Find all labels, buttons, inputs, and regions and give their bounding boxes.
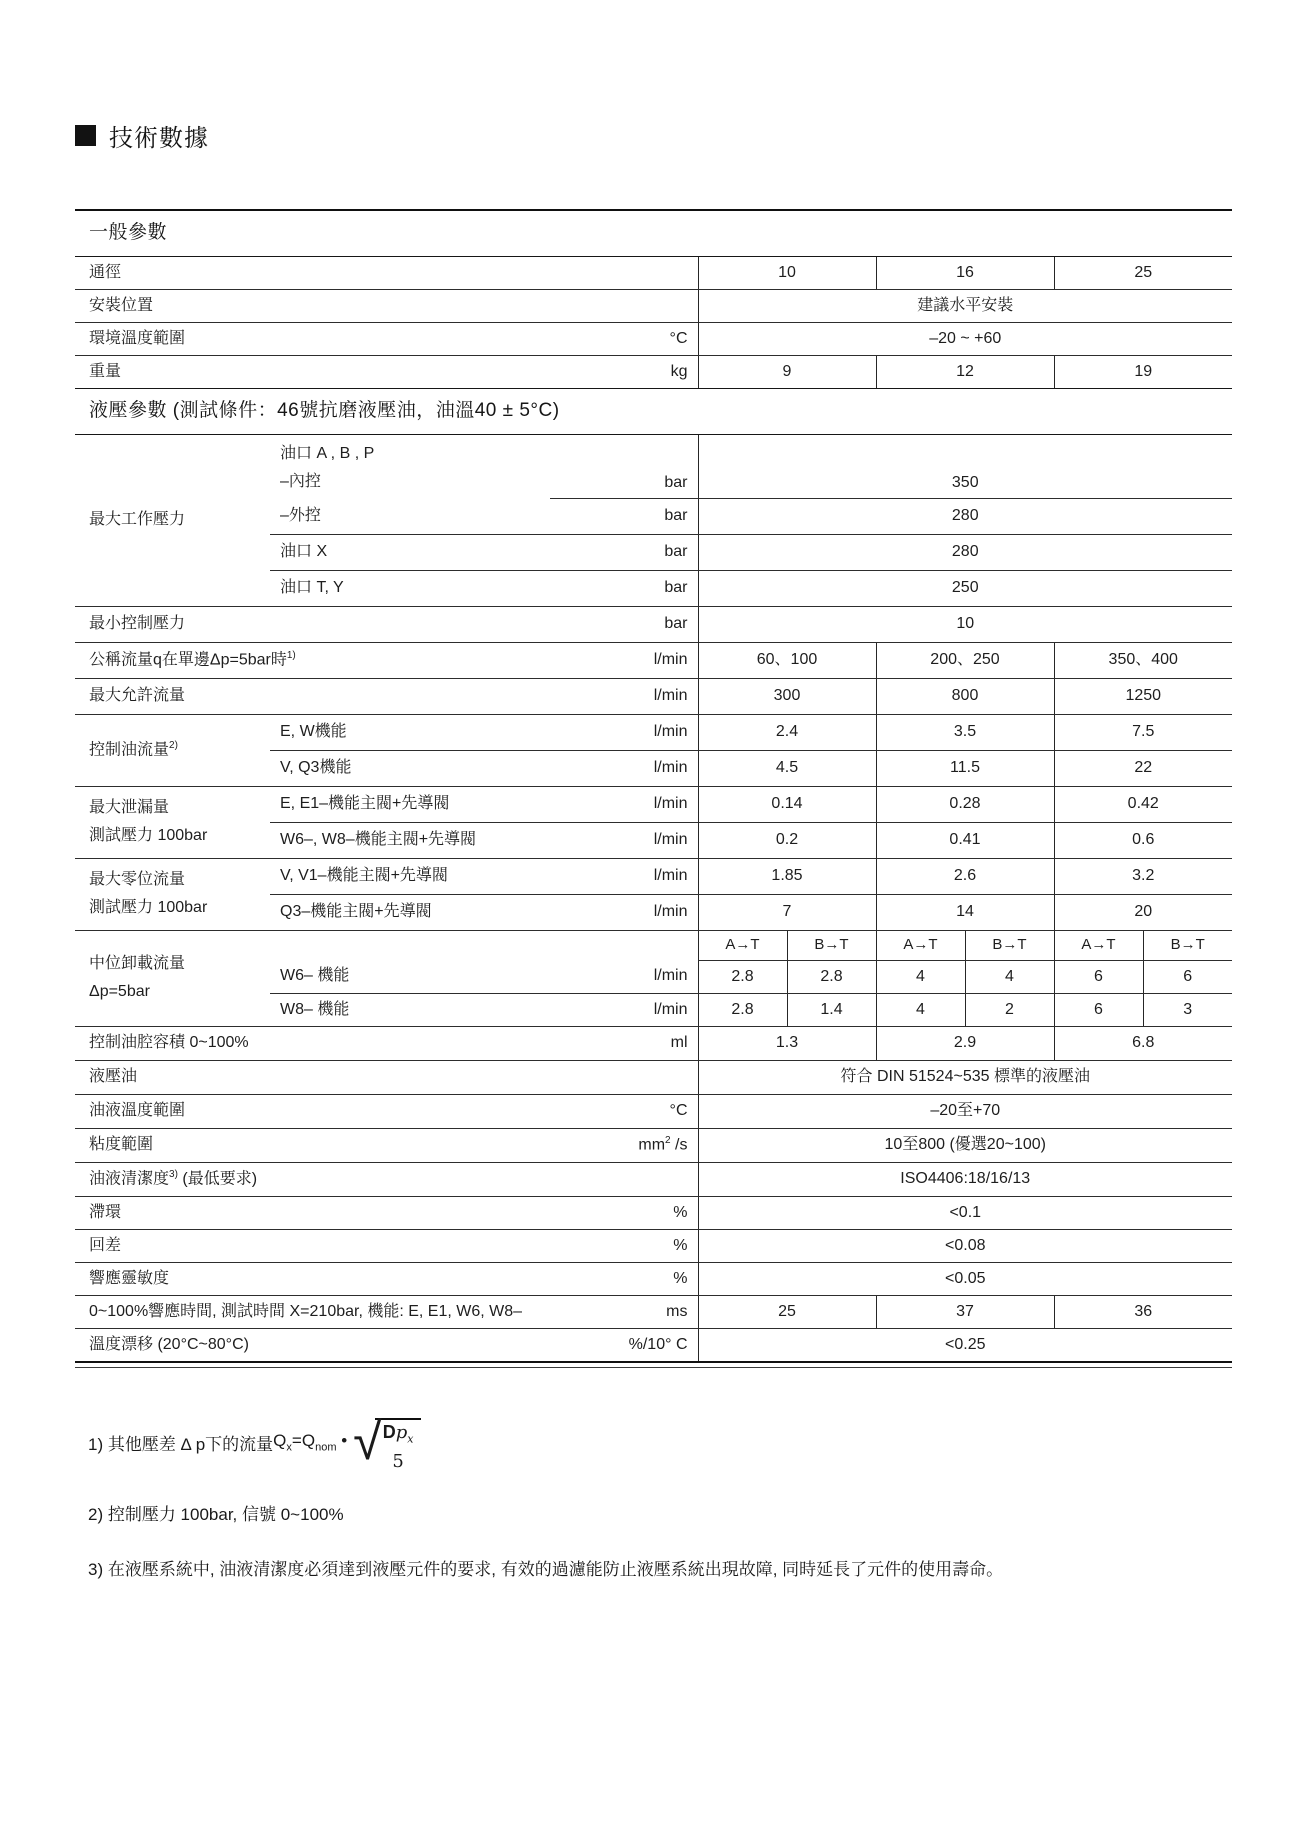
cell-value: 350 [698, 434, 1232, 498]
cell-value: 10 [698, 606, 1232, 642]
cell-value: 0.28 [876, 786, 1054, 822]
cell-label: 粘度範圍 [75, 1128, 550, 1162]
cell-unit: l/min [550, 786, 698, 822]
label-line2: 測試壓力 100bar [89, 899, 208, 916]
cell-value: –20至+70 [698, 1094, 1232, 1128]
cell-value: 20 [1054, 894, 1232, 930]
cell-unit: bar [550, 570, 698, 606]
row-weight [75, 355, 1232, 388]
row-fluid-temp-range [75, 1094, 1232, 1128]
cell-unit: bar [550, 498, 698, 534]
technical-data-table [75, 209, 1232, 1363]
cell-value: 1250 [1054, 678, 1232, 714]
cell-flow-direction-header: A→T [698, 930, 787, 960]
cell-value: 12 [876, 355, 1054, 388]
cell-sublabel: E, W機能 [270, 714, 550, 750]
cell-label: 0~100%響應時間, 測試時間 X=210bar, 機能: E, E1, W6, W8– [75, 1295, 550, 1328]
row-response-time [75, 1295, 1232, 1328]
row-temperature-drift [75, 1328, 1232, 1362]
cell-label: 重量 [75, 355, 550, 388]
label-text: 公稱流量q在單邊Δp=5bar時 [89, 651, 287, 669]
cell-label: 回差 [75, 1229, 550, 1262]
cell-value: 2.8 [698, 993, 787, 1026]
cell-value: 1.3 [698, 1026, 876, 1060]
cell-value: 36 [1054, 1295, 1232, 1328]
cell-flow-direction-header: B→T [787, 930, 876, 960]
cell-label [75, 642, 550, 678]
cell-value: 2.4 [698, 714, 876, 750]
cell-unit: l/min [550, 993, 698, 1026]
row-nominal-flow [75, 642, 1232, 678]
cell-label: 控制油腔容積 0~100% [75, 1026, 550, 1060]
cell-value: 3.5 [876, 714, 1054, 750]
cell-value: 4 [876, 993, 965, 1026]
cell-value: 800 [876, 678, 1054, 714]
row-control-chamber-volume [75, 1026, 1232, 1060]
cell-value: 3 [1143, 993, 1232, 1026]
cell-value: <0.1 [698, 1196, 1232, 1229]
cell-unit: °C [550, 322, 698, 355]
cell-unit: ml [550, 1026, 698, 1060]
numerator-p: p [395, 1422, 408, 1444]
footnote-ref-2: 2) [169, 739, 178, 751]
cell-flow-direction-header: A→T [1054, 930, 1143, 960]
cell-sublabel: E, E1–機能主閥+先導閥 [270, 786, 550, 822]
internal-pilot-line: –內控 [280, 472, 321, 490]
cell-empty [270, 930, 698, 960]
row-control-flow-ew [75, 714, 1232, 750]
cell-value: 6 [1054, 993, 1143, 1026]
cell-value: 14 [876, 894, 1054, 930]
label-line1: 最大零位流量 [89, 871, 186, 888]
cell-value: 0.2 [698, 822, 876, 858]
cell-value: 280 [698, 498, 1232, 534]
cell-flow-direction-header: B→T [1143, 930, 1232, 960]
cell-value: 10至800 (優選20~100) [698, 1128, 1232, 1162]
label-line2: 測試壓力 100bar [89, 827, 208, 844]
cell-unit: kg [550, 355, 698, 388]
cell-unit: ms [550, 1295, 698, 1328]
cell-unit: l/min [550, 714, 698, 750]
cell-flow-direction-header: B→T [965, 930, 1054, 960]
page-title-text: 技術數據 [109, 125, 209, 152]
cell-sublabel: 油口 X [270, 534, 550, 570]
formula-multiply-dot: • [336, 1430, 348, 1450]
fraction-denominator: 5 [392, 1450, 404, 1472]
cell-value: 2.6 [876, 858, 1054, 894]
cell-value: 60、100 [698, 642, 876, 678]
cell-unit [550, 1060, 698, 1094]
cell-value: 25 [698, 1295, 876, 1328]
cell-label [75, 1162, 550, 1196]
cell-unit: % [550, 1196, 698, 1229]
label-text: 油液清潔度 [89, 1170, 170, 1188]
cell-sublabel: 油口 T, Y [270, 570, 550, 606]
row-hysteresis [75, 1196, 1232, 1229]
cell-label: 最大工作壓力 [75, 434, 270, 606]
footnote-1-formula [273, 1431, 347, 1453]
cell-value: 符合 DIN 51524~535 標準的液壓油 [698, 1060, 1232, 1094]
footnote-1 [88, 1406, 1300, 1478]
row-nominal-size [75, 256, 1232, 289]
cell-unit: %/10° C [550, 1328, 698, 1362]
row-reversal-error [75, 1229, 1232, 1262]
cell-unit [550, 1162, 698, 1196]
cell-value: 2 [965, 993, 1054, 1026]
row-ambient-temp [75, 322, 1232, 355]
cell-unit: l/min [550, 750, 698, 786]
cell-label: 油液溫度範圍 [75, 1094, 550, 1128]
label-line2: Δp=5bar [89, 983, 150, 1000]
label-suffix: (最低要求) [177, 1170, 258, 1188]
cell-value: 9 [698, 355, 876, 388]
cell-label: 通徑 [75, 256, 698, 289]
page-title [75, 118, 1300, 153]
cell-label [75, 714, 270, 786]
cell-value: <0.05 [698, 1262, 1232, 1295]
row-neutral-header [75, 930, 1232, 960]
cell-value: <0.25 [698, 1328, 1232, 1362]
cell-sublabel: Q3–機能主閥+先導閥 [270, 894, 550, 930]
cell-value: 22 [1054, 750, 1232, 786]
cell-value: 0.41 [876, 822, 1054, 858]
cell-unit: l/min [550, 822, 698, 858]
label-line1: 中位卸載流量 [89, 955, 186, 972]
cell-value: 6 [1054, 960, 1143, 993]
cell-label: 環境溫度範圍 [75, 322, 550, 355]
footnote-3: 3) 在液壓系統中, 油液清潔度必須達到液壓元件的要求, 有效的過濾能防止液壓系統出現故障, 同時延長了元件的使用壽命。 [88, 1560, 1004, 1579]
cell-value: 7 [698, 894, 876, 930]
row-mount-position [75, 289, 1232, 322]
unit-rest: /s [670, 1136, 688, 1154]
cell-value: 4 [965, 960, 1054, 993]
row-zeroflow-v [75, 858, 1232, 894]
unit-superscript: 2 [665, 1134, 671, 1146]
cell-value: 2.9 [876, 1026, 1054, 1060]
cell-value: ISO4406:18/16/13 [698, 1162, 1232, 1196]
formula-equals: = [291, 1430, 302, 1450]
cell-label: 響應靈敏度 [75, 1262, 550, 1295]
cell-label: 最大允許流量 [75, 678, 550, 714]
row-fluid-cleanliness [75, 1162, 1232, 1196]
cell-value: 19 [1054, 355, 1232, 388]
row-hydraulic-fluid [75, 1060, 1232, 1094]
cell-unit: l/min [550, 642, 698, 678]
cell-sublabel: W6– 機能 [270, 960, 550, 993]
formula-q: Q [273, 1430, 287, 1450]
cell-value: 3.2 [1054, 858, 1232, 894]
footnote-ref-3: 3) [169, 1168, 178, 1180]
cell-label [75, 930, 270, 1026]
cell-value: 4.5 [698, 750, 876, 786]
cell-value: 25 [1054, 256, 1232, 289]
cell-sublabel: W6–, W8–機能主閥+先導閥 [270, 822, 550, 858]
row-response-sensitivity [75, 1262, 1232, 1295]
cell-value: 2.8 [698, 960, 787, 993]
cell-unit: % [550, 1229, 698, 1262]
cell-value: 300 [698, 678, 876, 714]
cell-value: 2.8 [787, 960, 876, 993]
cell-sublabel: V, V1–機能主閥+先導閥 [270, 858, 550, 894]
cell-label: 安裝位置 [75, 289, 698, 322]
formula-qnom: Q [301, 1430, 316, 1450]
cell-value: 280 [698, 534, 1232, 570]
row-hydraulic-header [75, 388, 1232, 434]
cell-value: 200、250 [876, 642, 1054, 678]
general-section-header: 一般參數 [75, 210, 1232, 256]
cell-label: 最小控制壓力 [75, 606, 550, 642]
row-leakage-e [75, 786, 1232, 822]
cell-label: 滯環 [75, 1196, 550, 1229]
cell-value: 16 [876, 256, 1054, 289]
cell-sublabel: W8– 機能 [270, 993, 550, 1026]
row-maxp-internal [75, 434, 1232, 498]
cell-value: –20 ~ +60 [698, 322, 1232, 355]
formula-qnom-sub: nom [315, 1441, 337, 1454]
numerator-d: D [382, 1422, 396, 1443]
footnote-ref-1: 1) [286, 649, 296, 661]
cell-value: 6 [1143, 960, 1232, 993]
cell-sublabel: V, Q3機能 [270, 750, 550, 786]
cell-label: 液壓油 [75, 1060, 550, 1094]
label-text: 控制油流量 [89, 741, 170, 759]
radical-sign-icon: √ [353, 1413, 382, 1472]
row-general-header [75, 210, 1232, 256]
cell-unit: l/min [550, 894, 698, 930]
cell-label [75, 858, 270, 930]
cell-flow-direction-header: A→T [876, 930, 965, 960]
cell-unit: bar [550, 606, 698, 642]
cell-unit [550, 1128, 698, 1162]
footnote-1-text: 1) 其他壓差 Δ p下的流量 [88, 1434, 274, 1454]
cell-value: 1.85 [698, 858, 876, 894]
cell-unit: l/min [550, 678, 698, 714]
formula-q-sub: x [286, 1441, 292, 1454]
cell-value: 4 [876, 960, 965, 993]
cell-value: 0.42 [1054, 786, 1232, 822]
cell-value: 37 [876, 1295, 1054, 1328]
cell-unit: bar [550, 434, 698, 498]
cell-value: 6.8 [1054, 1026, 1232, 1060]
cell-unit: l/min [550, 960, 698, 993]
hydraulic-section-header: 液壓參數 (測試條件：46號抗磨液壓油，油溫40 ± 5°C) [75, 388, 1232, 434]
section-square-icon [75, 125, 96, 146]
cell-unit: bar [550, 534, 698, 570]
cell-label: 溫度漂移 (20°C~80°C) [75, 1328, 550, 1362]
port-abp-line: 油口 A , B , P [280, 444, 375, 462]
square-root-expression [353, 1411, 421, 1473]
fraction-numerator [383, 1421, 414, 1451]
row-viscosity-range [75, 1128, 1232, 1162]
table-bottom-rule [75, 1367, 1232, 1368]
cell-value: 0.6 [1054, 822, 1232, 858]
cell-value: 250 [698, 570, 1232, 606]
cell-value: 350、400 [1054, 642, 1232, 678]
cell-value: 1.4 [787, 993, 876, 1026]
row-max-allowed-flow [75, 678, 1232, 714]
cell-unit: °C [550, 1094, 698, 1128]
unit-base: mm [638, 1136, 666, 1154]
cell-value: <0.08 [698, 1229, 1232, 1262]
cell-value: 10 [698, 256, 876, 289]
cell-unit: % [550, 1262, 698, 1295]
cell-label [75, 786, 270, 858]
cell-value: 7.5 [1054, 714, 1232, 750]
label-line1: 最大泄漏量 [89, 799, 170, 816]
numerator-x-sub: x [407, 1432, 414, 1446]
row-min-control-pressure [75, 606, 1232, 642]
cell-unit: l/min [550, 858, 698, 894]
footnotes [88, 1406, 1300, 1580]
cell-value: 建議水平安裝 [698, 289, 1232, 322]
cell-sublabel: –外控 [270, 498, 550, 534]
cell-sublabel [270, 434, 550, 498]
footnote-2: 2) 控制壓力 100bar, 信號 0~100% [88, 1505, 344, 1524]
cell-value: 0.14 [698, 786, 876, 822]
cell-value: 11.5 [876, 750, 1054, 786]
